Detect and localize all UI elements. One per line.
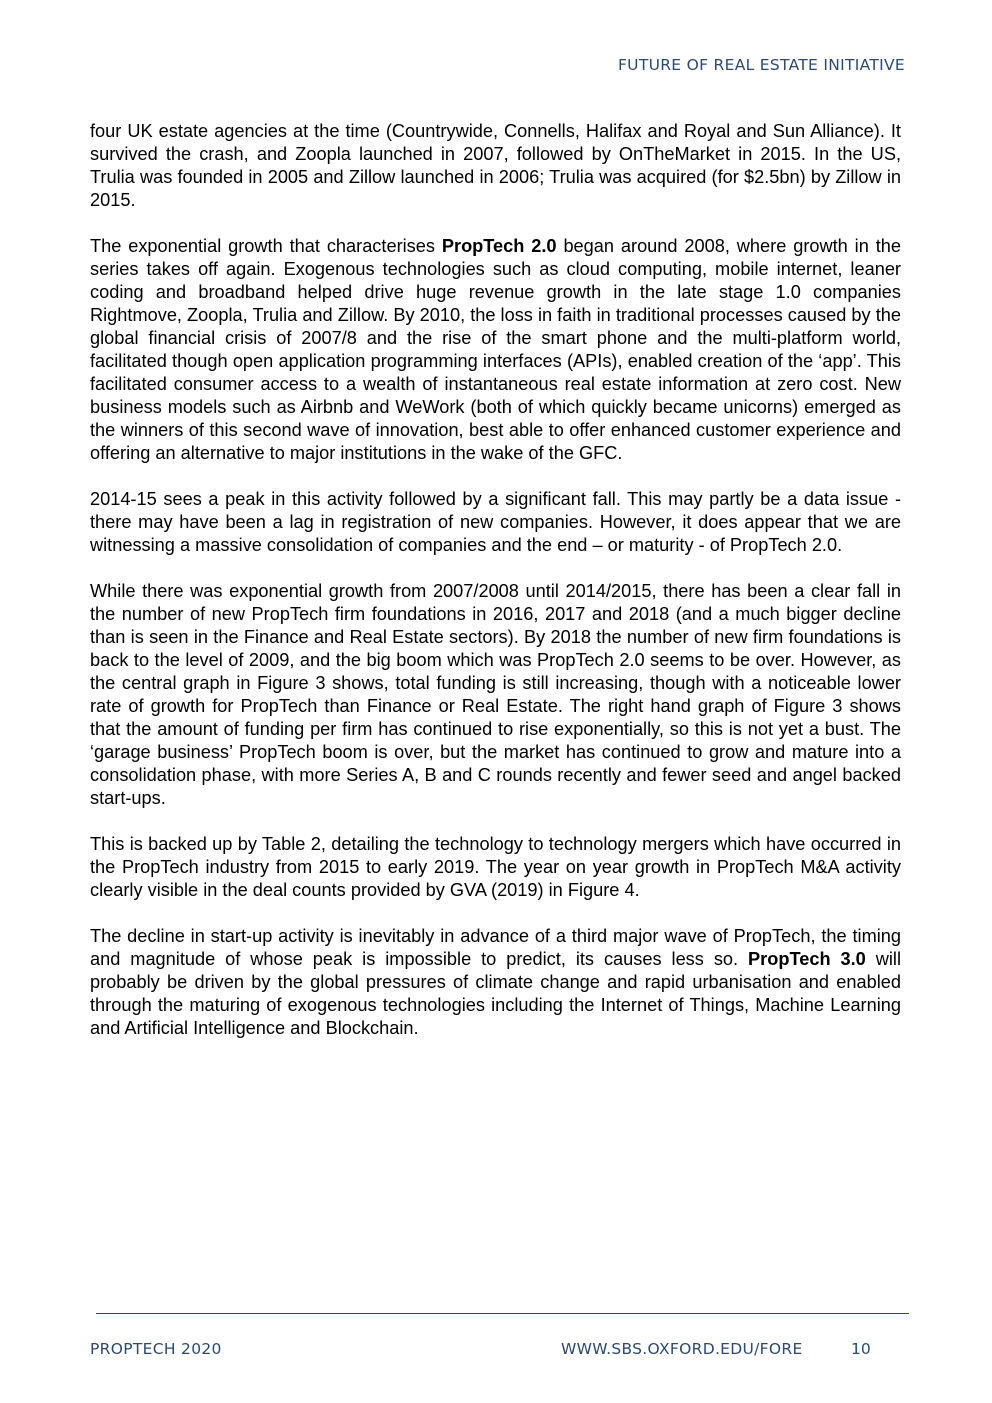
proptech-3-term: PropTech 3.0 <box>748 949 866 969</box>
running-header: FUTURE OF REAL ESTATE INITIATIVE <box>617 56 905 74</box>
proptech-2-term: PropTech 2.0 <box>441 236 557 256</box>
paragraph-4: While there was exponential growth from 2007/2008 until 2014/2015, there has been a clear fall in the number of new PropTech firm foundations in 2016, 2017 and 2018 (and a much bigger decline than is seen in the Finance and Real Estate sectors). By 2018 the number of new firm foundations is back to the level of 2009, and the big boom which was PropTech 2.0 seems to be over. However, as the central graph in Figure 3 shows, total funding is still increasing, though with a noticeable lower rate of growth for PropTech than Finance or Real Estate. The right hand graph of Figure 3 shows that the amount of funding per firm has continued to rise exponentially, so this is not yet a bust. The ‘garage business’ PropTech boom is over, but the market has continued to grow and mature into a consolidation phase, with more Series A, B and C rounds recently and fewer seed and angel backed start-ups. <box>90 581 901 808</box>
page-number: 10 <box>851 1340 871 1358</box>
paragraph-2 <box>90 235 901 465</box>
paragraph-6 <box>90 925 901 1040</box>
footer-publication: PROPTECH 2020 <box>90 1340 222 1358</box>
paragraph-2-lead: The exponential growth that characterises <box>90 236 442 256</box>
body-text <box>90 120 901 1063</box>
paragraph-6-lead: The decline in start-up activity is inevitably in advance of a third major wave of PropTech, the timing and magnitude of whose peak is impossible to predict, its causes less so. <box>90 926 901 969</box>
paragraph-6-rest: will probably be driven by the global pressures of climate change and rapid urbanisation and enabled through the maturing of exogenous technologies including the Internet of Things, Machine Learning and Artificial Intelligence and Blockchain. <box>90 949 901 1038</box>
paragraph-3: 2014-15 sees a peak in this activity followed by a significant fall. This may partly be a data issue - there may have been a lag in registration of new companies. However, it does appear that we are witnessing a massive consolidation of companies and the end – or maturity - of PropTech 2.0. <box>90 489 901 555</box>
footer-url: WWW.SBS.OXFORD.EDU/FORE <box>561 1340 803 1358</box>
footer-divider <box>96 1313 909 1314</box>
paragraph-5: This is backed up by Table 2, detailing the technology to technology mergers which have occurred in the PropTech industry from 2015 to early 2019. The year on year growth in PropTech M&A activity clearly visible in the deal counts provided by GVA (2019) in Figure 4. <box>90 834 901 900</box>
paragraph-2-rest: began around 2008, where growth in the series takes off again. Exogenous technologies such as cloud computing, mobile internet, leaner coding and broadband helped drive huge revenue growth in the late stage 1.0 companies Rightmove, Zoopla, Trulia and Zillow. By 2010, the loss in faith in traditional processes caused by the global financial crisis of 2007/8 and the rise of the smart phone and the multi-platform world, facilitated though open application programming interfaces (APIs), enabled creation of the ‘app’. This facilitated consumer access to a wealth of instantaneous real estate information at zero cost. New business models such as Airbnb and WeWork (both of which quickly became unicorns) emerged as the winners of this second wave of innovation, best able to offer enhanced customer experience and offering an alternative to major institutions in the wake of the GFC. <box>90 236 901 463</box>
paragraph-1: four UK estate agencies at the time (Countrywide, Connells, Halifax and Royal and Sun Alliance). It survived the crash, and Zoopla launched in 2007, followed by OnTheMarket in 2015. In the US, Trulia was founded in 2005 and Zillow launched in 2006; Trulia was acquired (for $2.5bn) by Zillow in 2015. <box>90 121 901 210</box>
